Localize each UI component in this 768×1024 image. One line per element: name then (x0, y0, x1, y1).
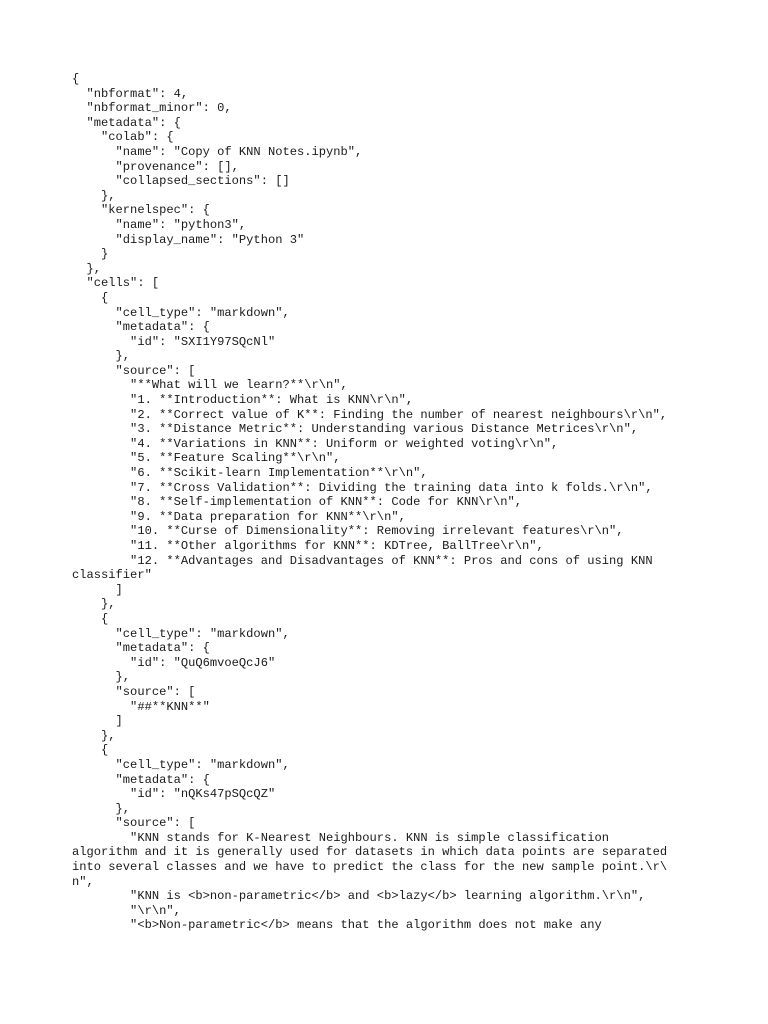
code-line: { (72, 743, 109, 758)
code-line: n", (72, 874, 94, 889)
code-line: "nbformat_minor": 0, (72, 101, 232, 116)
code-line: "KNN is <b>non-parametric</b> and <b>lazy</b> learning algorithm.\r\n", (72, 889, 646, 904)
code-line: }, (72, 188, 116, 203)
code-line: "id": "nQKs47pSQcQZ" (72, 787, 276, 802)
code-line: "11. **Other algorithms for KNN**: KDTree, BallTree\r\n", (72, 539, 544, 553)
code-line: "##**KNN**" (72, 699, 210, 714)
code-line: }, (72, 801, 131, 816)
code-line: "<b>Non-parametric</b> means that the algorithm does not make any (72, 918, 602, 933)
code-line: "metadata": { (72, 320, 210, 335)
code-line: "7. **Cross Validation**: Dividing the training data into k folds.\r\n", (72, 480, 653, 495)
code-line: "display_name": "Python 3" (72, 232, 305, 247)
code-line: ] (72, 582, 123, 597)
code-line: "12. **Advantages and Disadvantages of KNN**: Pros and cons of using KNN (72, 553, 653, 568)
code-line: "name": "Copy of KNN Notes.ipynb", (72, 144, 363, 159)
code-line: "name": "python3", (72, 217, 247, 232)
code-line: "1. **Introduction**: What is KNN\r\n", (72, 393, 414, 408)
code-line: "6. **Scikit-learn Implementation**\r\n", (72, 466, 428, 481)
code-line: "8. **Self-implementation of KNN**: Code for KNN\r\n", (72, 495, 522, 510)
code-line: "provenance": [], (72, 159, 239, 174)
code-line: "metadata": { (72, 772, 210, 787)
code-line: "metadata": { (72, 641, 210, 656)
code-line: "cells": [ (72, 276, 160, 291)
code-line: }, (72, 261, 102, 276)
code-line: }, (72, 597, 116, 612)
code-line: "source": [ (72, 816, 196, 831)
code-line: "5. **Feature Scaling**\r\n", (72, 451, 341, 466)
code-line: }, (72, 670, 131, 685)
code-line: "4. **Variations in KNN**: Uniform or weighted voting\r\n", (72, 436, 559, 451)
code-line: { (72, 72, 80, 86)
code-line: } (72, 247, 109, 262)
notebook-json-text (72, 72, 702, 933)
code-line: "kernelspec": { (72, 203, 210, 218)
code-line: { (72, 611, 109, 626)
code-line: }, (72, 728, 116, 743)
code-line: "source": [ (72, 684, 196, 699)
code-line: "cell_type": "markdown", (72, 757, 290, 772)
code-line: "cell_type": "markdown", (72, 626, 290, 641)
code-line: "colab": { (72, 130, 174, 145)
code-line: classifier" (72, 568, 152, 583)
code-line: "3. **Distance Metric**: Understanding various Distance Metrices\r\n", (72, 422, 639, 437)
code-line: "metadata": { (72, 115, 181, 130)
code-line: "nbformat": 4, (72, 86, 189, 101)
code-line: "collapsed_sections": [] (72, 174, 290, 189)
code-line: "**What will we learn?**\r\n", (72, 378, 348, 393)
code-line: ] (72, 714, 123, 729)
code-line: into several classes and we have to predict the class for the new sample point.\r\ (72, 860, 668, 875)
code-line: "\r\n", (72, 903, 181, 918)
code-line: algorithm and it is generally used for datasets in which data points are separated (72, 845, 668, 860)
code-line: "10. **Curse of Dimensionality**: Removing irrelevant features\r\n", (72, 524, 624, 539)
code-line: "source": [ (72, 363, 196, 378)
code-line: "id": "SXI1Y97SQcNl" (72, 334, 276, 349)
code-line: "id": "QuQ6mvoeQcJ6" (72, 655, 276, 670)
code-line: { (72, 290, 109, 305)
code-line: "cell_type": "markdown", (72, 305, 290, 320)
code-line: "2. **Correct value of K**: Finding the number of nearest neighbours\r\n", (72, 407, 668, 422)
code-line: }, (72, 349, 131, 364)
code-line: "9. **Data preparation for KNN**\r\n", (72, 509, 406, 524)
code-line: "KNN stands for K-Nearest Neighbours. KNN is simple classification (72, 830, 610, 845)
